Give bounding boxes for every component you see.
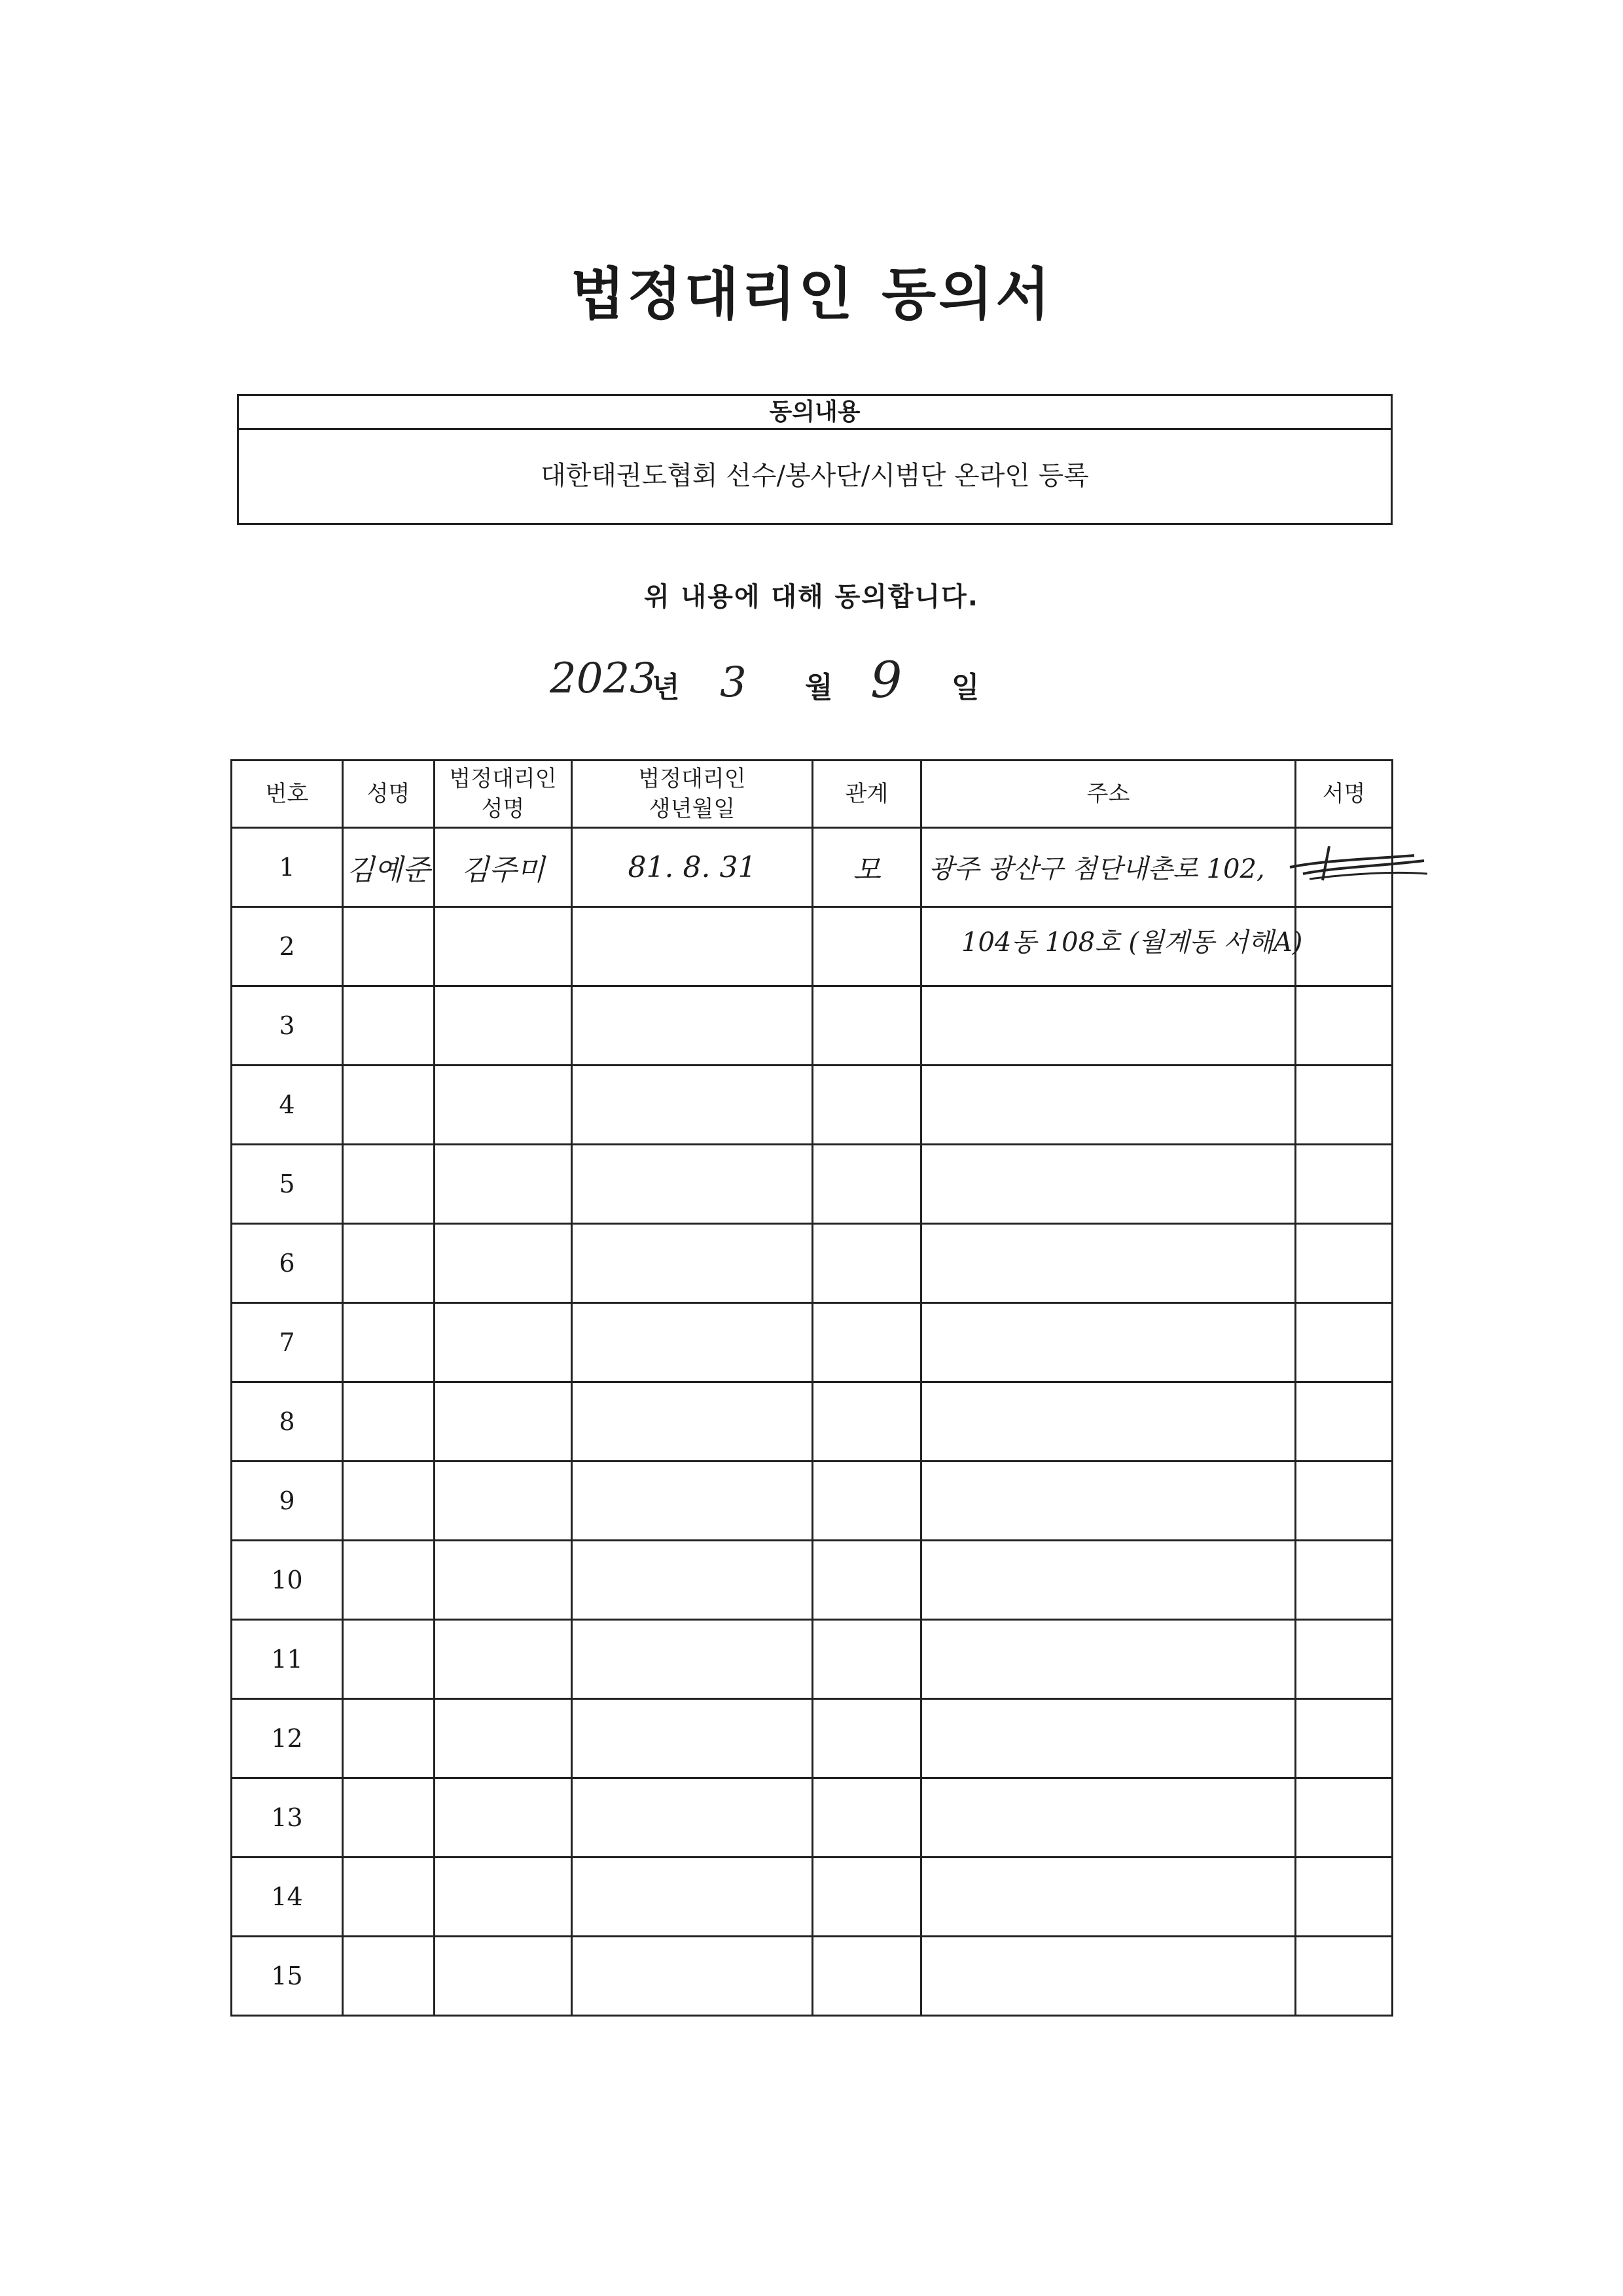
date-line (537, 651, 1060, 713)
row-relation (813, 986, 921, 1066)
row-number: 11 (232, 1620, 343, 1699)
row-relation (813, 1620, 921, 1699)
row-name (343, 828, 435, 907)
table-row (232, 1382, 1393, 1462)
row-number: 3 (232, 986, 343, 1066)
row-name (343, 1303, 435, 1382)
table-row (232, 1224, 1393, 1303)
row-guardian-name (435, 1541, 572, 1620)
row-relation (813, 1857, 921, 1937)
header-guardian-name (435, 761, 572, 828)
table-row (232, 1778, 1393, 1857)
row-guardian-birth (572, 1541, 813, 1620)
row-guardian-birth (572, 1303, 813, 1382)
guardian-name-value: 김주미 (461, 853, 545, 887)
agreement-statement: 위 내용에 대해 동의합니다. (643, 582, 979, 612)
row-address (921, 1778, 1296, 1857)
row-name (343, 1699, 435, 1778)
row-guardian-name (435, 1303, 572, 1382)
row-guardian-name (435, 1620, 572, 1699)
row-address (921, 1224, 1296, 1303)
row-address (921, 1145, 1296, 1224)
row-name (343, 1857, 435, 1937)
header-guardian-birth-line2: 생년월일 (649, 796, 736, 822)
header-guardian-name-line2: 성명 (481, 796, 525, 822)
table-row (232, 1303, 1393, 1382)
row-name (343, 907, 435, 986)
row-number: 9 (232, 1462, 343, 1541)
row-address (921, 1303, 1296, 1382)
row-number: 5 (232, 1145, 343, 1224)
row-number: 12 (232, 1699, 343, 1778)
row-guardian-birth (572, 1224, 813, 1303)
date-year: 2023 (550, 655, 656, 703)
row-guardian-birth (572, 1145, 813, 1224)
row-signature (1296, 1066, 1393, 1145)
row-name (343, 1462, 435, 1541)
row-relation (813, 907, 921, 986)
row-relation (813, 1145, 921, 1224)
row-number: 1 (232, 828, 343, 907)
row-relation (813, 1303, 921, 1382)
date-year-unit: 년 (652, 671, 680, 704)
row-guardian-name (435, 1382, 572, 1462)
row-number: 8 (232, 1382, 343, 1462)
row-address (921, 1857, 1296, 1937)
row-number: 13 (232, 1778, 343, 1857)
row-signature (1296, 1145, 1393, 1224)
table-row (232, 1620, 1393, 1699)
row-signature (1296, 1937, 1393, 2016)
registration-table (230, 759, 1393, 2017)
table-row (232, 828, 1393, 907)
row-name (343, 1224, 435, 1303)
header-signature: 서명 (1296, 761, 1393, 828)
row-number: 4 (232, 1066, 343, 1145)
row-number: 10 (232, 1541, 343, 1620)
table-row (232, 1937, 1393, 2016)
row-guardian-name (435, 1066, 572, 1145)
row-name (343, 1937, 435, 2016)
row-signature (1296, 1462, 1393, 1541)
consent-content: 대한태권도협회 선수/봉사단/시범단 온라인 등록 (541, 461, 1089, 491)
row-guardian-name (435, 1224, 572, 1303)
row-relation (813, 828, 921, 907)
row-guardian-name (435, 1462, 572, 1541)
row-signature (1296, 986, 1393, 1066)
row-signature (1296, 1857, 1393, 1937)
row-address (921, 1382, 1296, 1462)
row-relation (813, 1462, 921, 1541)
row-address (921, 1541, 1296, 1620)
row-number: 6 (232, 1224, 343, 1303)
row-guardian-name (435, 1937, 572, 2016)
row-signature (1296, 1778, 1393, 1857)
row-signature (1296, 1224, 1393, 1303)
row-guardian-name (435, 828, 572, 907)
table-row (232, 1145, 1393, 1224)
consent-box (237, 394, 1393, 525)
row-address (921, 1699, 1296, 1778)
row-guardian-birth (572, 1066, 813, 1145)
row-name (343, 1066, 435, 1145)
row-signature (1296, 1620, 1393, 1699)
row-name (343, 986, 435, 1066)
table-row (232, 1066, 1393, 1145)
row-guardian-birth (572, 1857, 813, 1937)
header-address: 주소 (921, 761, 1296, 828)
row-signature (1296, 1541, 1393, 1620)
date-month: 3 (720, 658, 747, 707)
header-guardian-name-line1: 법정대리인 (449, 766, 557, 792)
row-guardian-birth (572, 1382, 813, 1462)
consent-header: 동의내용 (239, 396, 1391, 430)
address-line2: 104동 108호 (월계동 서해A) (961, 927, 1303, 958)
row-guardian-name (435, 1699, 572, 1778)
row-guardian-name (435, 986, 572, 1066)
row-relation (813, 1778, 921, 1857)
row-relation (813, 1066, 921, 1145)
row-signature (1296, 907, 1393, 986)
page-title (0, 249, 1623, 330)
row-signature (1296, 828, 1393, 907)
row-address (921, 828, 1303, 958)
row-guardian-birth (572, 1699, 813, 1778)
row-number: 7 (232, 1303, 343, 1382)
row-guardian-birth (572, 1462, 813, 1541)
address-line1: 광주 광산구 첨단내촌로 102, (929, 854, 1265, 884)
title-part2: 동의서 (882, 262, 1053, 327)
row-guardian-birth (572, 986, 813, 1066)
date-day-unit: 일 (952, 671, 980, 704)
row-guardian-name (435, 1145, 572, 1224)
row-address (921, 1462, 1296, 1541)
header-guardian-birth (572, 761, 813, 828)
row-number: 2 (232, 907, 343, 986)
date-month-unit: 월 (805, 671, 833, 704)
table-header-row (232, 761, 1393, 828)
row-name (343, 1541, 435, 1620)
table-row (232, 1857, 1393, 1937)
table-row (232, 1541, 1393, 1620)
relation-value: 모 (853, 853, 881, 887)
header-guardian-birth-line1: 법정대리인 (638, 766, 746, 792)
handwritten-signature-icon (1296, 845, 1427, 884)
row-address (921, 986, 1296, 1066)
row-address (921, 1066, 1296, 1145)
row-relation (813, 1541, 921, 1620)
row-guardian-name (435, 1778, 572, 1857)
row-relation (813, 1382, 921, 1462)
row-address (921, 1620, 1296, 1699)
row-number: 15 (232, 1937, 343, 2016)
row-signature (1296, 1303, 1393, 1382)
table-row (232, 1699, 1393, 1778)
header-number: 번호 (232, 761, 343, 828)
row-guardian-birth (572, 1937, 813, 2016)
row-address (921, 1937, 1296, 2016)
row-number: 14 (232, 1857, 343, 1937)
row-guardian-name (435, 907, 572, 986)
row-relation (813, 1937, 921, 2016)
row-relation (813, 1224, 921, 1303)
header-relation: 관계 (813, 761, 921, 828)
row-guardian-birth (572, 828, 813, 907)
row-name (343, 1382, 435, 1462)
row-relation (813, 1699, 921, 1778)
row-guardian-birth (572, 907, 813, 986)
row-signature (1296, 1699, 1393, 1778)
guardian-birth-value: 81. 8. 31 (628, 850, 757, 884)
name-value: 김예준 (346, 853, 431, 887)
table-row (232, 986, 1393, 1066)
row-guardian-birth (572, 1778, 813, 1857)
table-row (232, 1462, 1393, 1541)
title-part1: 법정대리인 (570, 262, 856, 327)
row-name (343, 1620, 435, 1699)
row-guardian-name (435, 1857, 572, 1937)
row-signature (1296, 1382, 1393, 1462)
row-name (343, 1778, 435, 1857)
row-name (343, 1145, 435, 1224)
date-day: 9 (870, 651, 902, 709)
row-guardian-birth (572, 1620, 813, 1699)
header-name: 성명 (343, 761, 435, 828)
